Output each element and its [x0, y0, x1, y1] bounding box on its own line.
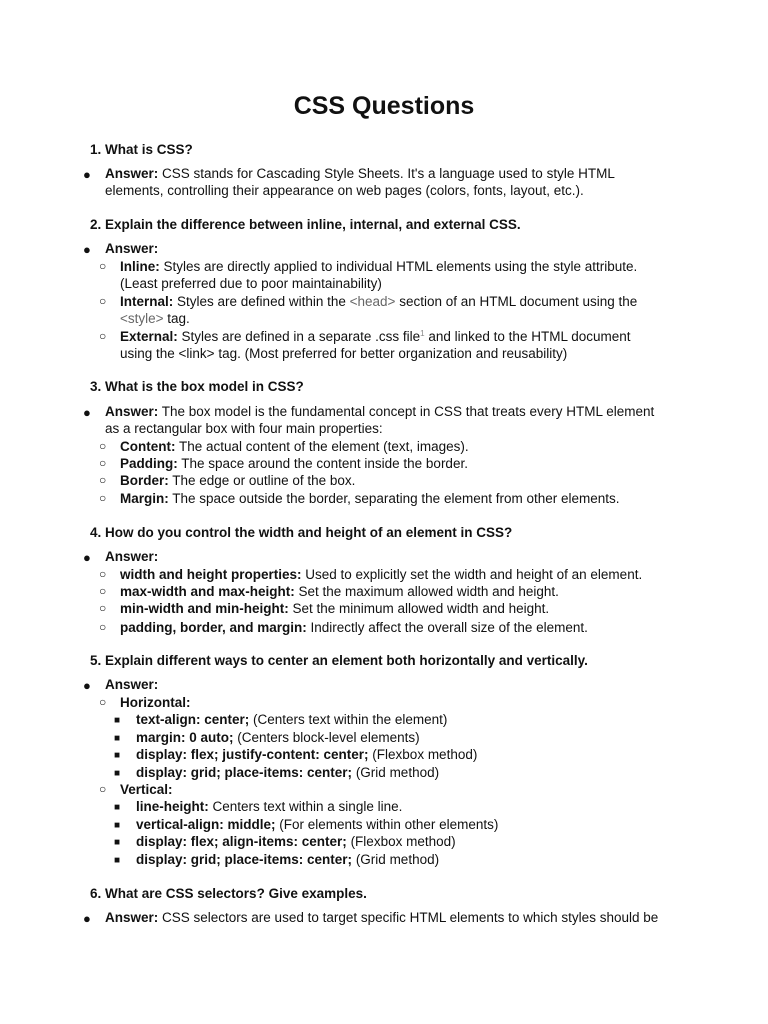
list-item: [136, 711, 447, 728]
answer-label: Answer:: [105, 241, 159, 256]
internal-label: Internal:: [120, 294, 174, 309]
answer-label: Answer:: [105, 549, 159, 564]
answer-label: Answer:: [105, 910, 159, 925]
item-text: (For elements within other elements): [275, 817, 499, 832]
answer-label: Answer:: [105, 404, 159, 419]
list-item: [120, 566, 642, 583]
item-label: display: flex; justify-content: center;: [136, 747, 369, 762]
question-2: 2. Explain the difference between inline, internal, and external CSS.: [90, 217, 521, 232]
item-label: min-width and min-height:: [120, 601, 289, 616]
bullet-circle-icon: ○: [99, 782, 107, 796]
q2-internal-line-2: [120, 310, 190, 327]
item-text: Centers text within a single line.: [208, 799, 403, 814]
list-item: [136, 729, 420, 746]
inline-label: Inline:: [120, 259, 160, 274]
bullet-square-icon: ■: [114, 820, 121, 831]
item-text: The space outside the border, separating the element from other elements.: [168, 491, 620, 506]
bullet-circle-icon: ○: [99, 601, 107, 615]
list-item: [136, 816, 498, 833]
item-label: Border:: [120, 473, 169, 488]
bullet-dot-icon: ●: [83, 911, 91, 926]
q2-external-line-2: using the <link> tag. (Most preferred for better organization and reusability): [120, 346, 568, 361]
list-item: [120, 490, 620, 507]
list-item: [120, 438, 469, 455]
bullet-dot-icon: ●: [83, 167, 91, 182]
list-item: [136, 851, 439, 868]
q3-answer-line-1: [105, 403, 654, 420]
item-text: Used to explicitly set the width and height of an element.: [301, 567, 643, 582]
external-label: External:: [120, 329, 178, 344]
bullet-dot-icon: ●: [83, 405, 91, 420]
bullet-square-icon: ■: [114, 733, 121, 744]
item-label: line-height:: [136, 799, 209, 814]
bullet-circle-icon: ○: [99, 259, 107, 273]
bullet-square-icon: ■: [114, 715, 121, 726]
item-label: display: flex; align-items: center;: [136, 834, 347, 849]
item-text: Indirectly affect the overall size of the element.: [306, 620, 588, 635]
item-text: (Grid method): [352, 765, 440, 780]
item-label: display: grid; place-items: center;: [136, 765, 353, 780]
item-label: vertical-align: middle;: [136, 817, 276, 832]
item-text: The actual content of the element (text, images).: [175, 439, 469, 454]
item-label: max-width and max-height:: [120, 584, 295, 599]
q1-answer-line-2: elements, controlling their appearance on web pages (colors, fonts, layout, etc.).: [105, 183, 584, 198]
q2-inline-line-1: [120, 258, 637, 275]
list-item: [120, 455, 468, 472]
internal-text: Styles are defined within the: [173, 294, 350, 309]
item-label: Content:: [120, 439, 176, 454]
list-item: [120, 619, 588, 636]
item-text: Set the minimum allowed width and height.: [288, 601, 550, 616]
q5-answer-label: [105, 676, 158, 693]
item-label: width and height properties:: [120, 567, 302, 582]
answer-label: Answer:: [105, 677, 159, 692]
bullet-circle-icon: ○: [99, 294, 107, 308]
bullet-circle-icon: ○: [99, 695, 107, 709]
vertical-label: [120, 781, 173, 798]
question-3: 3. What is the box model in CSS?: [90, 379, 304, 394]
bullet-square-icon: ■: [114, 750, 121, 761]
bullet-circle-icon: ○: [99, 584, 107, 598]
q6-answer-line-1: [105, 909, 658, 926]
answer-text: CSS stands for Cascading Style Sheets. It's a language used to style HTML: [158, 166, 615, 181]
q2-internal-line-1: [120, 293, 637, 310]
list-item: [120, 600, 549, 617]
item-text: (Flexbox method): [346, 834, 456, 849]
item-label: margin: 0 auto;: [136, 730, 234, 745]
item-text: Set the maximum allowed width and height.: [294, 584, 559, 599]
item-label: padding, border, and margin:: [120, 620, 307, 635]
bullet-circle-icon: ○: [99, 456, 107, 470]
internal-text-cont: section of an HTML document using the: [395, 294, 638, 309]
answer-text: The box model is the fundamental concept in CSS that treats every HTML element: [158, 404, 655, 419]
question-1: 1. What is CSS?: [90, 142, 193, 157]
answer-text: CSS selectors are used to target specific HTML elements to which styles should be: [158, 910, 659, 925]
page-title: CSS Questions: [293, 92, 475, 120]
q2-answer-label: [105, 240, 158, 257]
item-text: (Flexbox method): [368, 747, 478, 762]
bullet-circle-icon: ○: [99, 329, 107, 343]
internal-text-end: tag.: [163, 311, 190, 326]
head-tag-code: <head>: [349, 294, 396, 309]
item-text: The space around the content inside the border.: [177, 456, 468, 471]
inline-text: Styles are directly applied to individual HTML elements using the style attribute.: [159, 259, 638, 274]
external-text-cont: and linked to the HTML document: [424, 329, 631, 344]
q2-inline-line-2: (Least preferred due to poor maintainability): [120, 276, 382, 291]
bullet-dot-icon: ●: [83, 242, 91, 257]
q3-answer-line-2: as a rectangular box with four main properties:: [105, 421, 383, 436]
question-4: 4. How do you control the width and height of an element in CSS?: [90, 525, 513, 540]
item-text: (Centers text within the element): [249, 712, 448, 727]
list-item: [120, 583, 559, 600]
bullet-square-icon: ■: [114, 802, 121, 813]
item-label: text-align: center;: [136, 712, 250, 727]
bullet-square-icon: ■: [114, 768, 121, 779]
horizontal-label: [120, 694, 191, 711]
list-item: [136, 764, 439, 781]
bullet-square-icon: ■: [114, 837, 121, 848]
item-text: (Grid method): [352, 852, 440, 867]
footnote-ref[interactable]: 1: [420, 329, 425, 338]
item-text: The edge or outline of the box.: [168, 473, 356, 488]
question-5: 5. Explain different ways to center an element both horizontally and vertically.: [90, 653, 588, 668]
vertical-label-text: Vertical:: [120, 782, 173, 797]
style-tag-code: <style>: [120, 311, 164, 326]
list-item: [136, 833, 456, 850]
bullet-circle-icon: ○: [99, 620, 107, 634]
bullet-dot-icon: ●: [83, 550, 91, 565]
list-item: [136, 798, 402, 815]
horizontal-label-text: Horizontal:: [120, 695, 191, 710]
bullet-circle-icon: ○: [99, 567, 107, 581]
item-label: Padding:: [120, 456, 178, 471]
item-label: Margin:: [120, 491, 169, 506]
answer-label: Answer:: [105, 166, 159, 181]
q2-external-line-1: [120, 328, 631, 345]
bullet-dot-icon: ●: [83, 678, 91, 693]
list-item: [120, 472, 355, 489]
bullet-circle-icon: ○: [99, 473, 107, 487]
bullet-square-icon: ■: [114, 855, 121, 866]
external-text: Styles are defined in a separate .css file: [177, 329, 421, 344]
item-label: display: grid; place-items: center;: [136, 852, 353, 867]
q1-answer-line-1: [105, 165, 615, 182]
question-6: 6. What are CSS selectors? Give examples.: [90, 886, 367, 901]
q4-answer-label: [105, 548, 158, 565]
list-item: [136, 746, 477, 763]
item-text: (Centers block-level elements): [233, 730, 420, 745]
bullet-circle-icon: ○: [99, 439, 107, 453]
bullet-circle-icon: ○: [99, 491, 107, 505]
